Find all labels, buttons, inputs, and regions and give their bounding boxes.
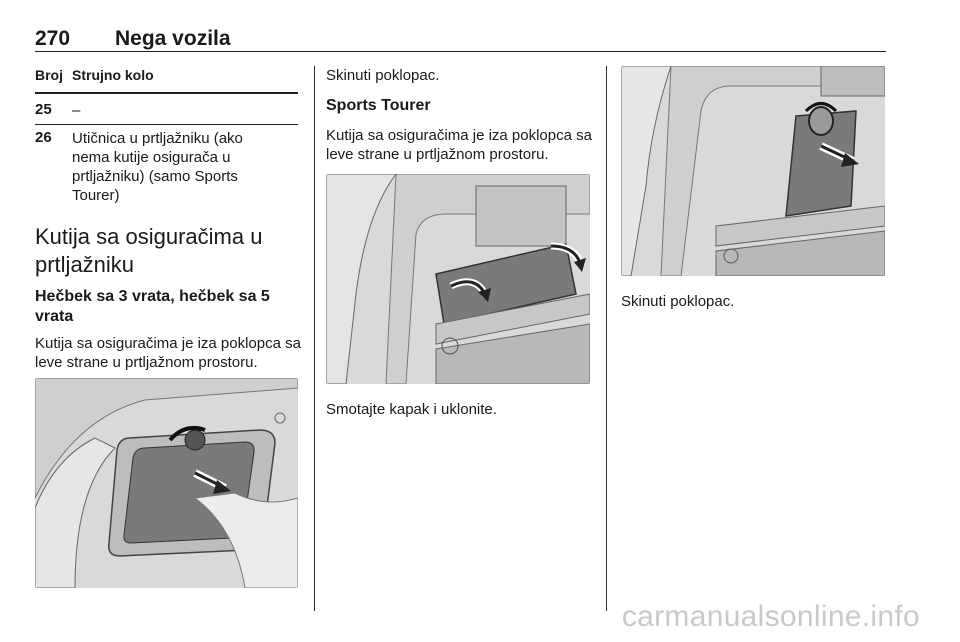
hatchback-fusebox-illustration bbox=[35, 378, 298, 588]
header-rule bbox=[35, 51, 886, 52]
tourer-text: Kutija sa osiguračima je iza poklopca sa leve strane u prtljažnom prostoru. bbox=[326, 127, 592, 163]
column-divider bbox=[314, 66, 315, 611]
roll-caption: Smotajte kapak i uklonite. bbox=[326, 401, 497, 418]
page-title: Nega vozila bbox=[115, 27, 231, 50]
tourer-subheading: Sports Tourer bbox=[326, 97, 431, 114]
tourer-fusebox-illustration bbox=[326, 174, 590, 384]
table-row-text: – bbox=[72, 102, 81, 119]
remove-cover-text-2: Skinuti poklopac. bbox=[621, 293, 735, 310]
hatch-subheading: Hečbek sa 3 vrata, hečbek sa 5 vrata bbox=[35, 288, 270, 325]
table-header-circuit: Strujno kolo bbox=[72, 67, 154, 83]
table-row-number: 26 bbox=[35, 129, 52, 146]
section-heading: Kutija sa osiguračima u prtljažniku bbox=[35, 224, 263, 277]
table-row-text: Utičnica u prtljažniku (ako nema kutije osigurača u prtljažniku) (samo Sports Tourer) bbox=[72, 130, 243, 204]
remove-cover-text: Skinuti poklopac. bbox=[326, 67, 440, 84]
column-divider bbox=[606, 66, 607, 611]
watermark: carmanualsonline.info bbox=[621, 600, 920, 633]
table-header-number: Broj bbox=[35, 67, 63, 83]
table-header-rule bbox=[35, 92, 298, 94]
page-number: 270 bbox=[35, 27, 71, 50]
table-row-number: 25 bbox=[35, 101, 52, 118]
tourer-open-cover-illustration bbox=[621, 66, 885, 276]
hatch-text: Kutija sa osiguračima je iza poklopca sa leve strane u prtljažnom prostoru. bbox=[35, 335, 301, 371]
table-row-rule bbox=[35, 124, 298, 125]
